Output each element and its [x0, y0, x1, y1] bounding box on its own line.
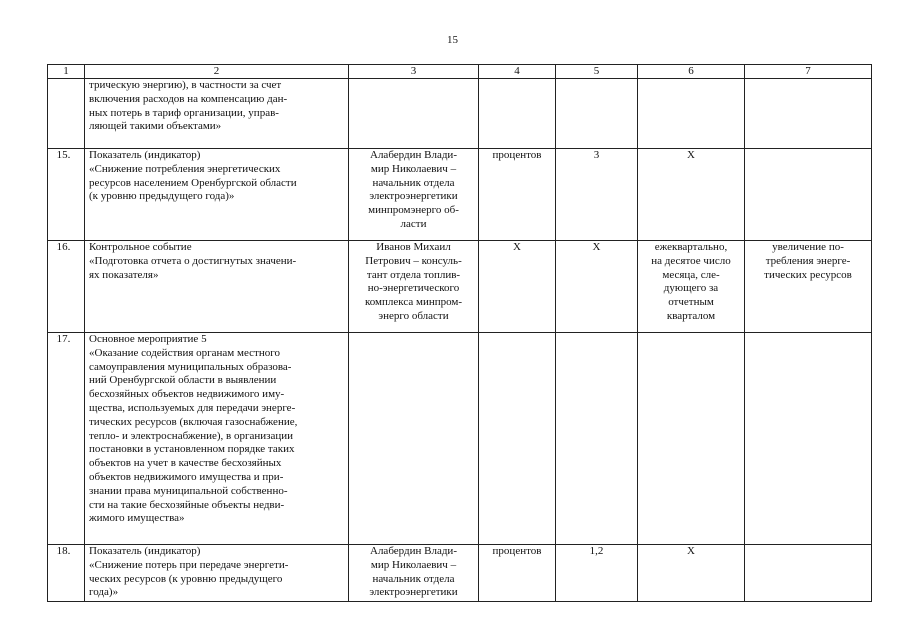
responsible-cell — [349, 545, 479, 602]
cell-line: Основное мероприятие 5 — [89, 333, 207, 345]
description-cell — [85, 149, 349, 241]
cell-line: «Подготовка отчета о достигнутых значени- — [89, 254, 297, 267]
cell-line: начальник отдела — [372, 572, 455, 585]
cell-line: ческих ресурсов (к уровню предыдущего — [89, 572, 283, 585]
cell-line: отчетным — [668, 296, 714, 309]
cell-line: объектов недвижимого имущества и при- — [89, 470, 284, 483]
cell-line: кварталом — [666, 309, 716, 322]
cell-line: года)» — [89, 586, 119, 599]
unit-cell — [479, 79, 556, 149]
cell-line: трическую энергию), в частности за счет — [89, 79, 282, 91]
result-cell — [745, 333, 872, 545]
header-cell-6: 6 — [638, 65, 745, 79]
deadline-cell — [638, 149, 745, 241]
header-cell-1: 1 — [48, 65, 85, 79]
value-cell: 3 — [556, 149, 638, 241]
value-cell — [556, 333, 638, 545]
description-cell — [85, 241, 349, 333]
cell-line: на десятое число — [651, 254, 731, 267]
deadline-cell — [638, 545, 745, 602]
row-number-cell: 17. — [48, 333, 85, 545]
cell-line: тических ресурсов (включая газоснабжение, — [89, 415, 298, 428]
cell-line: «Снижение потерь при передаче энергети- — [89, 558, 289, 571]
cell-line: ежеквартально, — [654, 241, 728, 253]
cell-line: Алабердин Влади- — [370, 545, 457, 557]
row-number-cell: 16. — [48, 241, 85, 333]
description-cell — [85, 333, 349, 545]
value-cell: Х — [556, 241, 638, 333]
description-cell — [85, 79, 349, 149]
deadline-cell — [638, 241, 745, 333]
result-cell — [745, 545, 872, 602]
cell-line: электроэнергетики — [369, 586, 458, 599]
cell-line: постановки в установленном порядке таких — [89, 443, 295, 456]
cell-line: Х — [687, 149, 695, 161]
cell-line: требления энерге- — [765, 254, 851, 267]
cell-line: ных потерь в тариф организации, управ- — [89, 106, 279, 119]
header-cell-7: 7 — [745, 65, 872, 79]
description-cell — [85, 545, 349, 602]
cell-line: самоуправления муниципальных образова- — [89, 360, 292, 373]
unit-cell: процентов — [479, 545, 556, 602]
table-row — [48, 333, 872, 545]
unit-cell: Х — [479, 241, 556, 333]
table-row — [48, 545, 872, 602]
cell-line: электроэнергетики — [369, 190, 458, 203]
cell-line: Алабердин Влади- — [370, 149, 457, 161]
cell-line: дующего за — [663, 282, 719, 295]
header-cell-4: 4 — [479, 65, 556, 79]
result-cell — [745, 79, 872, 149]
cell-line: знании права муниципальной собственно- — [89, 484, 288, 497]
cell-line: ляющей такими объектами» — [89, 120, 222, 133]
cell-line: включения расходов на компенсацию дан- — [89, 92, 288, 105]
cell-line: Иванов Михаил — [376, 241, 451, 253]
cell-line: ях показателя» — [89, 268, 159, 281]
row-number-cell — [48, 79, 85, 149]
cell-line: комплекса минпром- — [364, 296, 463, 309]
unit-cell: процентов — [479, 149, 556, 241]
value-cell — [556, 79, 638, 149]
cell-line: тических ресурсов — [764, 268, 852, 281]
cell-line: увеличение по- — [772, 241, 844, 253]
cell-line: Х — [687, 545, 695, 557]
cell-line: жимого имущества» — [89, 512, 185, 525]
table-row — [48, 79, 872, 149]
cell-line: Показатель (индикатор) — [89, 545, 201, 557]
responsible-cell — [349, 333, 479, 545]
value-cell: 1,2 — [556, 545, 638, 602]
cell-line: месяца, сле- — [662, 268, 720, 281]
cell-line: ресурсов населением Оренбургской области — [89, 176, 297, 189]
deadline-cell — [638, 79, 745, 149]
header-row — [48, 65, 872, 79]
cell-line: ласти — [400, 217, 427, 230]
cell-line: минпромэнерго об- — [368, 204, 459, 217]
cell-line: ний Оренбургской области в выявлении — [89, 374, 277, 387]
cell-line: Контрольное событие — [89, 241, 192, 253]
header-cell-5: 5 — [556, 65, 638, 79]
responsible-cell — [349, 149, 479, 241]
result-cell — [745, 241, 872, 333]
row-number-cell: 15. — [48, 149, 85, 241]
table-row — [48, 241, 872, 333]
cell-line: «Снижение потребления энергетических — [89, 162, 281, 175]
cell-line: но-энергетического — [367, 282, 460, 295]
header-cell-2: 2 — [85, 65, 349, 79]
cell-line: сти на такие бесхозяйные объекты недви- — [89, 498, 285, 511]
data-table — [47, 64, 872, 602]
cell-line: Показатель (индикатор) — [89, 149, 201, 161]
deadline-cell — [638, 333, 745, 545]
cell-line: (к уровню предыдущего года)» — [89, 190, 235, 203]
cell-line: Петрович – консуль- — [365, 254, 462, 267]
responsible-cell — [349, 79, 479, 149]
cell-line: «Оказание содействия органам местного — [89, 346, 280, 359]
result-cell — [745, 149, 872, 241]
table-row — [48, 149, 872, 241]
cell-line: начальник отдела — [372, 176, 455, 189]
cell-line: энерго области — [378, 309, 449, 322]
page-number: 15 — [447, 34, 458, 46]
cell-line: щества, используемых для передачи энерге- — [89, 401, 296, 414]
cell-line: объектов на учет в качестве бесхозяйных — [89, 457, 282, 470]
header-cell-3: 3 — [349, 65, 479, 79]
unit-cell — [479, 333, 556, 545]
cell-line: мир Николаевич – — [370, 558, 457, 571]
responsible-cell — [349, 241, 479, 333]
row-number-cell: 18. — [48, 545, 85, 602]
cell-line: тепло- и электроснабжение), в организации — [89, 429, 294, 442]
cell-line: мир Николаевич – — [370, 162, 457, 175]
cell-line: бесхозяйных объектов недвижимого иму- — [89, 388, 285, 401]
cell-line: тант отдела топлив- — [366, 268, 461, 281]
